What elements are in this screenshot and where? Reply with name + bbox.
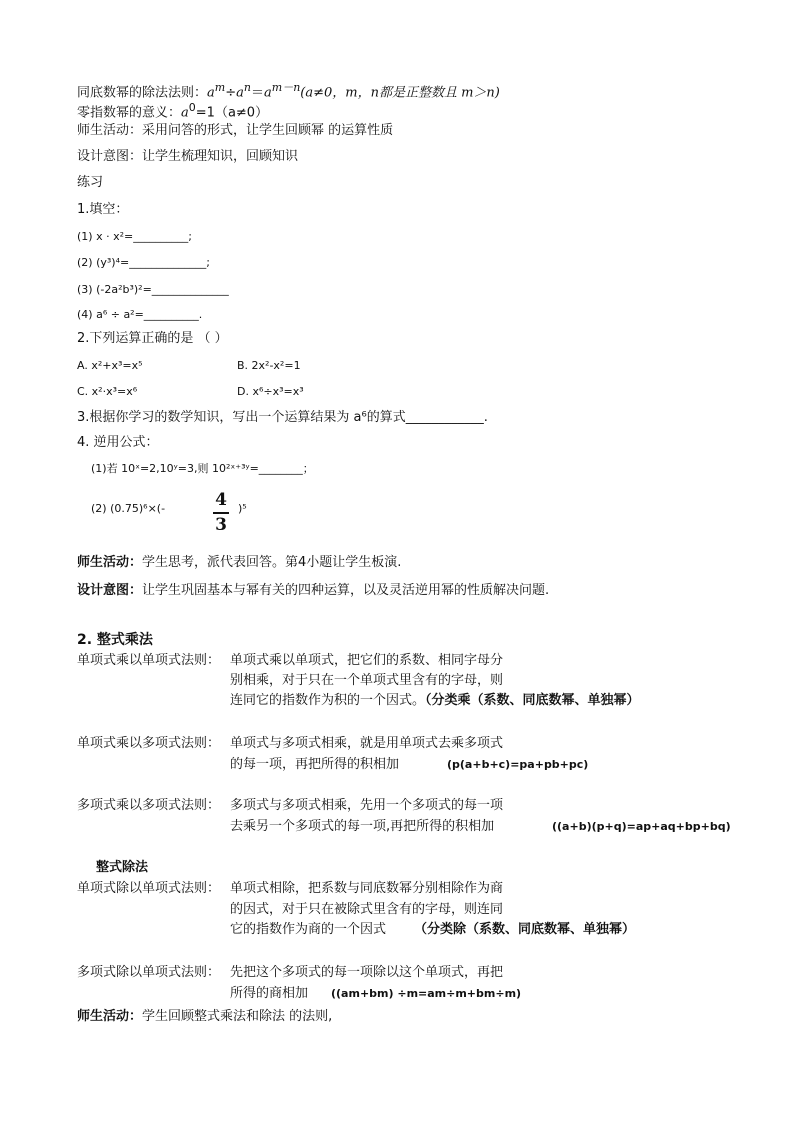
rule-4-note: （分类除（系数、同底数幂、单独幂） bbox=[414, 922, 636, 937]
rule-2-line-1: 单项式与多项式相乘，就是用单项式去乘多项式 bbox=[230, 736, 504, 751]
rule-1-line-3: 连同它的指数作为积的一个因式。（分类乘（系数、同底数幂、单独幂） bbox=[230, 693, 640, 708]
q4-item-2-pre: (2) (0.75)⁶×(- bbox=[91, 502, 166, 515]
activity-line-2 bbox=[77, 554, 401, 572]
rule-5-label: 多项式除以单项式法则： bbox=[77, 965, 221, 980]
fraction-numerator: 4 bbox=[215, 490, 227, 510]
design-line-1: 设计意图：让学生梳理知识，回顾知识 bbox=[77, 149, 299, 164]
quotient-rule-label: 同底数幂的除法法则： bbox=[77, 85, 208, 101]
q4-title: 4. 逆用公式： bbox=[77, 435, 159, 450]
q1-item-4: (4) a⁶ ÷ a²=__________. bbox=[77, 308, 203, 321]
q2-option-a: A. x²+x³=x⁵ bbox=[77, 359, 143, 372]
q4-item-2-post: )⁵ bbox=[238, 502, 247, 515]
q2-option-d: D. x⁶÷x³=x³ bbox=[237, 385, 304, 398]
quotient-rule-condition: (a≠0，m，n都是正整数且 m＞n) bbox=[300, 85, 500, 101]
rule-1-line-1: 单项式乘以单项式，把它们的系数、相同字母分 bbox=[230, 653, 504, 668]
q1-item-3: (3) (-2a²b³)²=______________ bbox=[77, 283, 229, 296]
rule-2-label: 单项式乘以多项式法则： bbox=[77, 736, 221, 751]
rule-2-line-2: 的每一项，再把所得的积相加 bbox=[230, 757, 400, 772]
fraction-bar bbox=[213, 512, 229, 514]
final-activity-line bbox=[77, 1008, 332, 1026]
q2-title: 2.下列运算正确的是 （ ） bbox=[77, 331, 228, 346]
activity-line-1: 师生活动：采用问答的形式，让学生回顾幂 的运算性质 bbox=[77, 123, 394, 138]
rule-4-line-2: 的因式，对于只在被除式里含有的字母，则连同 bbox=[230, 902, 504, 917]
zero-exponent-line: 零指数幂的意义：$a^0=1(a\ne 0)$ bbox=[77, 101, 269, 121]
q2-option-b: B. 2x²-x²=1 bbox=[237, 359, 301, 372]
design-text: 让学生巩固基本与幂有关的四种运算，以及灵活逆用幂的性质解决问题. bbox=[142, 583, 550, 598]
rule-4-line-3: 它的指数作为商的一个因式 bbox=[230, 922, 387, 937]
rule-1-note: （分类乘（系数、同底数幂、单独幂） bbox=[425, 693, 640, 708]
fraction-denominator: 3 bbox=[215, 515, 227, 535]
division-heading: 整式除法 bbox=[96, 860, 149, 875]
rule-5-note: ((am+bm) ÷m=am÷m+bm÷m) bbox=[331, 987, 522, 1000]
rule-1-line-2: 别相乘，对于只在一个单项式里含有的字母，则 bbox=[230, 673, 504, 688]
zero-exponent-label: 零指数幂的意义： bbox=[77, 105, 182, 121]
rule-3-line-2: 去乘另一个多项式的每一项,再把所得的积相加 bbox=[230, 819, 495, 834]
rule-2-note: (p(a+b+c)=pa+pb+pc) bbox=[447, 758, 589, 771]
rule-1-label: 单项式乘以单项式法则： bbox=[77, 653, 221, 668]
quotient-rule-line: 同底数幂的除法法则：$a^m\div a^n=a^{m-n}(a\ne 0$，m，n都是正整数且 m＞n) bbox=[77, 81, 500, 101]
activity-label: 师生活动： bbox=[77, 555, 143, 570]
q4-item-1: (1)若 10ˣ=2,10ʸ=3,则 10²ˣ⁺³ʸ=________； bbox=[91, 462, 314, 475]
rule-4-line-1: 单项式相除，把系数与同底数幂分别相除作为商 bbox=[230, 881, 504, 896]
practice-heading: 练习 bbox=[77, 175, 104, 190]
rule-5-line-2: 所得的商相加 bbox=[230, 986, 309, 1001]
design-line-2 bbox=[77, 582, 549, 600]
formula-base: a bbox=[207, 85, 215, 101]
activity-text: 学生思考，派代表回答。第4小题让学生板演. bbox=[142, 555, 402, 570]
final-activity-label: 师生活动： bbox=[77, 1009, 143, 1024]
final-activity-text: 学生回顾整式乘法和除法 的法则, bbox=[142, 1009, 333, 1024]
design-label: 设计意图： bbox=[77, 583, 143, 598]
rule-4-label: 单项式除以单项式法则： bbox=[77, 881, 221, 896]
q3-line: 3.根据你学习的数学知识，写出一个运算结果为 a⁶的算式____________. bbox=[77, 410, 488, 425]
rule-3-line-1: 多项式与多项式相乘，先用一个多项式的每一项 bbox=[230, 798, 504, 813]
rule-3-label: 多项式乘以多项式法则： bbox=[77, 798, 221, 813]
q1-title: 1.填空： bbox=[77, 202, 129, 217]
section-2-heading: 2. 整式乘法 bbox=[77, 632, 153, 648]
q1-item-2: (2) (y³)⁴=______________; bbox=[77, 256, 210, 269]
rule-5-line-1: 先把这个多项式的每一项除以这个单项式，再把 bbox=[230, 965, 504, 980]
q1-item-1: (1) x · x²=__________; bbox=[77, 230, 192, 243]
rule-3-note: ((a+b)(p+q)=ap+aq+bp+bq) bbox=[552, 820, 731, 833]
q2-option-c: C. x²·x³=x⁶ bbox=[77, 385, 138, 398]
